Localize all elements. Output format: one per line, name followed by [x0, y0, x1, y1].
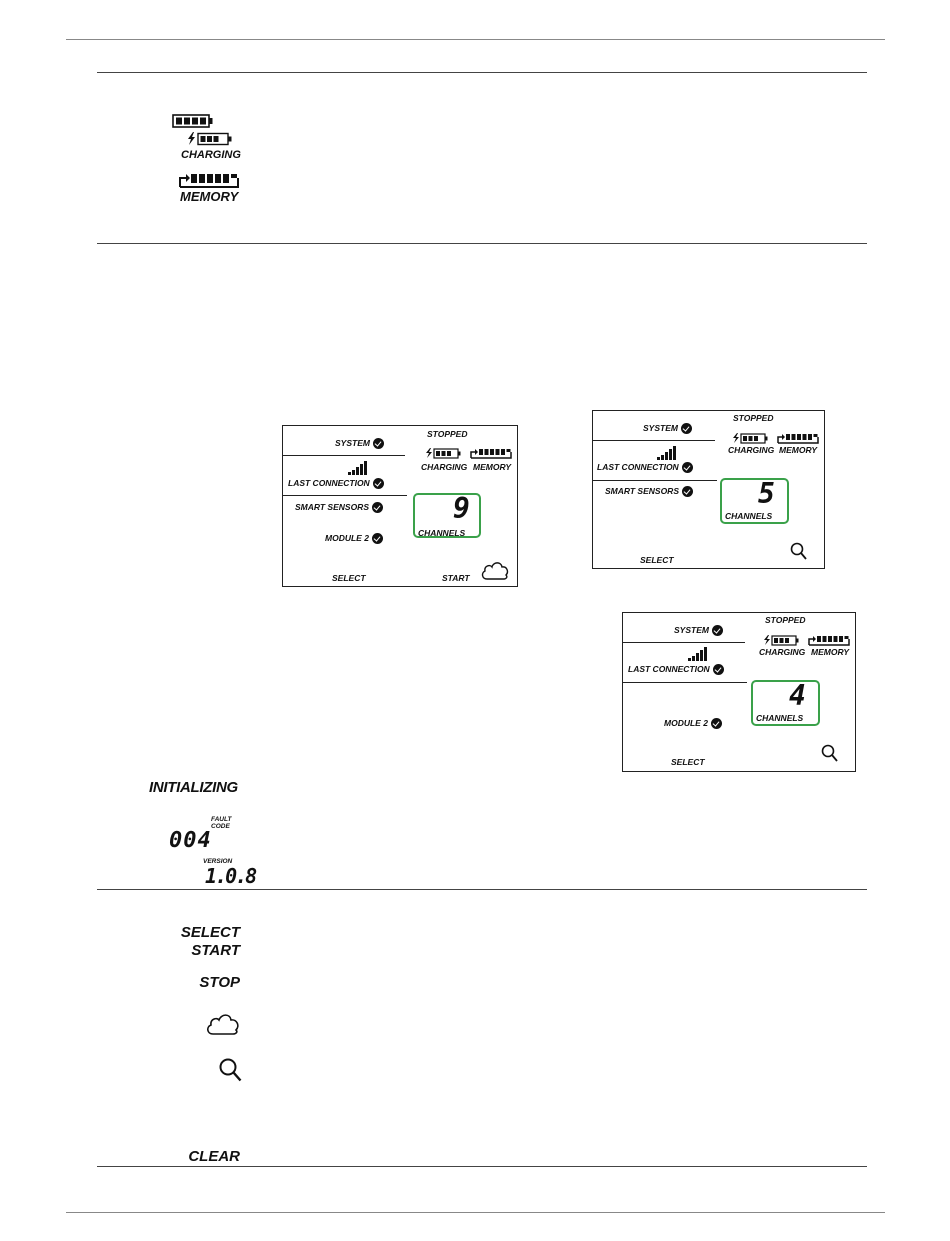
signal-bars-icon [687, 646, 709, 662]
table-rule-3 [97, 889, 867, 890]
battery-icon [172, 114, 214, 128]
status-stopped: STOPPED [427, 429, 468, 439]
page-bottom-rule [66, 1212, 885, 1213]
last-connection-text: LAST CONNECTION [628, 664, 710, 674]
smart-sensors-label [295, 502, 383, 513]
panel-divider [283, 495, 407, 496]
channels-label: CHANNELS [725, 511, 773, 521]
magnifier-icon [821, 744, 839, 764]
signal-bars-icon [656, 445, 678, 461]
system-text: SYSTEM [674, 625, 709, 635]
stop-key-label: STOP [199, 974, 240, 991]
check-circle-icon [372, 533, 383, 544]
lcd-panel-2 [592, 410, 825, 569]
check-circle-icon [712, 625, 723, 636]
cloud-icon [480, 559, 510, 581]
select-label: SELECT [640, 555, 674, 565]
page-top-rule [66, 39, 885, 40]
last-connection-text: LAST CONNECTION [288, 478, 370, 488]
last-connection-text: LAST CONNECTION [597, 462, 679, 472]
memory-label: MEMORY [811, 647, 850, 657]
check-circle-icon [713, 664, 724, 675]
magnifier-icon [790, 542, 808, 562]
select-key-label: SELECT [180, 924, 240, 941]
channels-label: CHANNELS [756, 713, 804, 723]
select-label: SELECT [332, 573, 366, 583]
memory-icon [807, 634, 851, 647]
lcd-panel-3 [622, 612, 856, 772]
charging-battery-icon [425, 448, 463, 459]
last-connection-label [597, 462, 693, 473]
channels-value: 5 [758, 477, 775, 510]
select-label: SELECT [671, 757, 705, 767]
panel-divider [593, 480, 717, 481]
memory-icon [776, 432, 820, 445]
start-key-label: START [191, 942, 240, 959]
fault-code-value: 004 [169, 828, 212, 853]
channels-value: 4 [789, 679, 806, 712]
panel-divider [283, 455, 405, 456]
system-label [335, 438, 384, 449]
check-circle-icon [373, 438, 384, 449]
panel-divider [623, 682, 747, 683]
panel-divider [593, 440, 715, 441]
memory-icon [177, 171, 241, 189]
check-circle-icon [372, 502, 383, 513]
initializing-label: INITIALIZING [149, 779, 238, 796]
table-rule-4 [97, 1166, 867, 1167]
check-circle-icon [682, 486, 693, 497]
check-circle-icon [373, 478, 384, 489]
memory-label: MEMORY [180, 189, 239, 204]
channels-label: CHANNELS [418, 528, 466, 538]
cloud-icon [205, 1010, 241, 1036]
smart-sensors-text: SMART SENSORS [295, 502, 369, 512]
smart-sensors-label [605, 486, 693, 497]
signal-bars-icon [347, 460, 369, 476]
module-text: MODULE 2 [325, 533, 369, 543]
check-circle-icon [711, 718, 722, 729]
table-rule-1 [97, 72, 867, 73]
system-label [674, 625, 723, 636]
clear-key-label: CLEAR [188, 1148, 240, 1165]
check-circle-icon [682, 462, 693, 473]
charging-battery-icon [763, 635, 801, 646]
charging-label: CHARGING [181, 149, 241, 161]
system-text: SYSTEM [335, 438, 370, 448]
status-stopped: STOPPED [765, 615, 806, 625]
smart-sensors-text: SMART SENSORS [605, 486, 679, 496]
charging-battery-icon [186, 132, 234, 146]
charging-label: CHARGING [421, 462, 468, 472]
memory-label: MEMORY [473, 462, 512, 472]
version-label: VERSION [203, 858, 233, 865]
fault-code-label: FAULT CODE [211, 816, 232, 830]
channels-value: 9 [453, 492, 470, 525]
charging-label: CHARGING [759, 647, 806, 657]
status-stopped: STOPPED [733, 413, 774, 423]
charging-battery-icon [732, 433, 770, 444]
module-text: MODULE 2 [664, 718, 708, 728]
check-circle-icon [681, 423, 692, 434]
module-label [664, 718, 722, 729]
panel-divider [623, 642, 745, 643]
memory-label: MEMORY [779, 445, 818, 455]
last-connection-label [628, 664, 724, 675]
start-label: START [442, 573, 470, 583]
module-label [325, 533, 383, 544]
version-value: 1.0.8 [205, 864, 256, 888]
lcd-panel-1 [282, 425, 518, 587]
system-label [643, 423, 692, 434]
table-rule-2 [97, 243, 867, 244]
charging-label: CHARGING [728, 445, 775, 455]
system-text: SYSTEM [643, 423, 678, 433]
memory-icon [469, 447, 513, 460]
magnifier-icon [219, 1058, 243, 1084]
last-connection-label [288, 478, 384, 489]
